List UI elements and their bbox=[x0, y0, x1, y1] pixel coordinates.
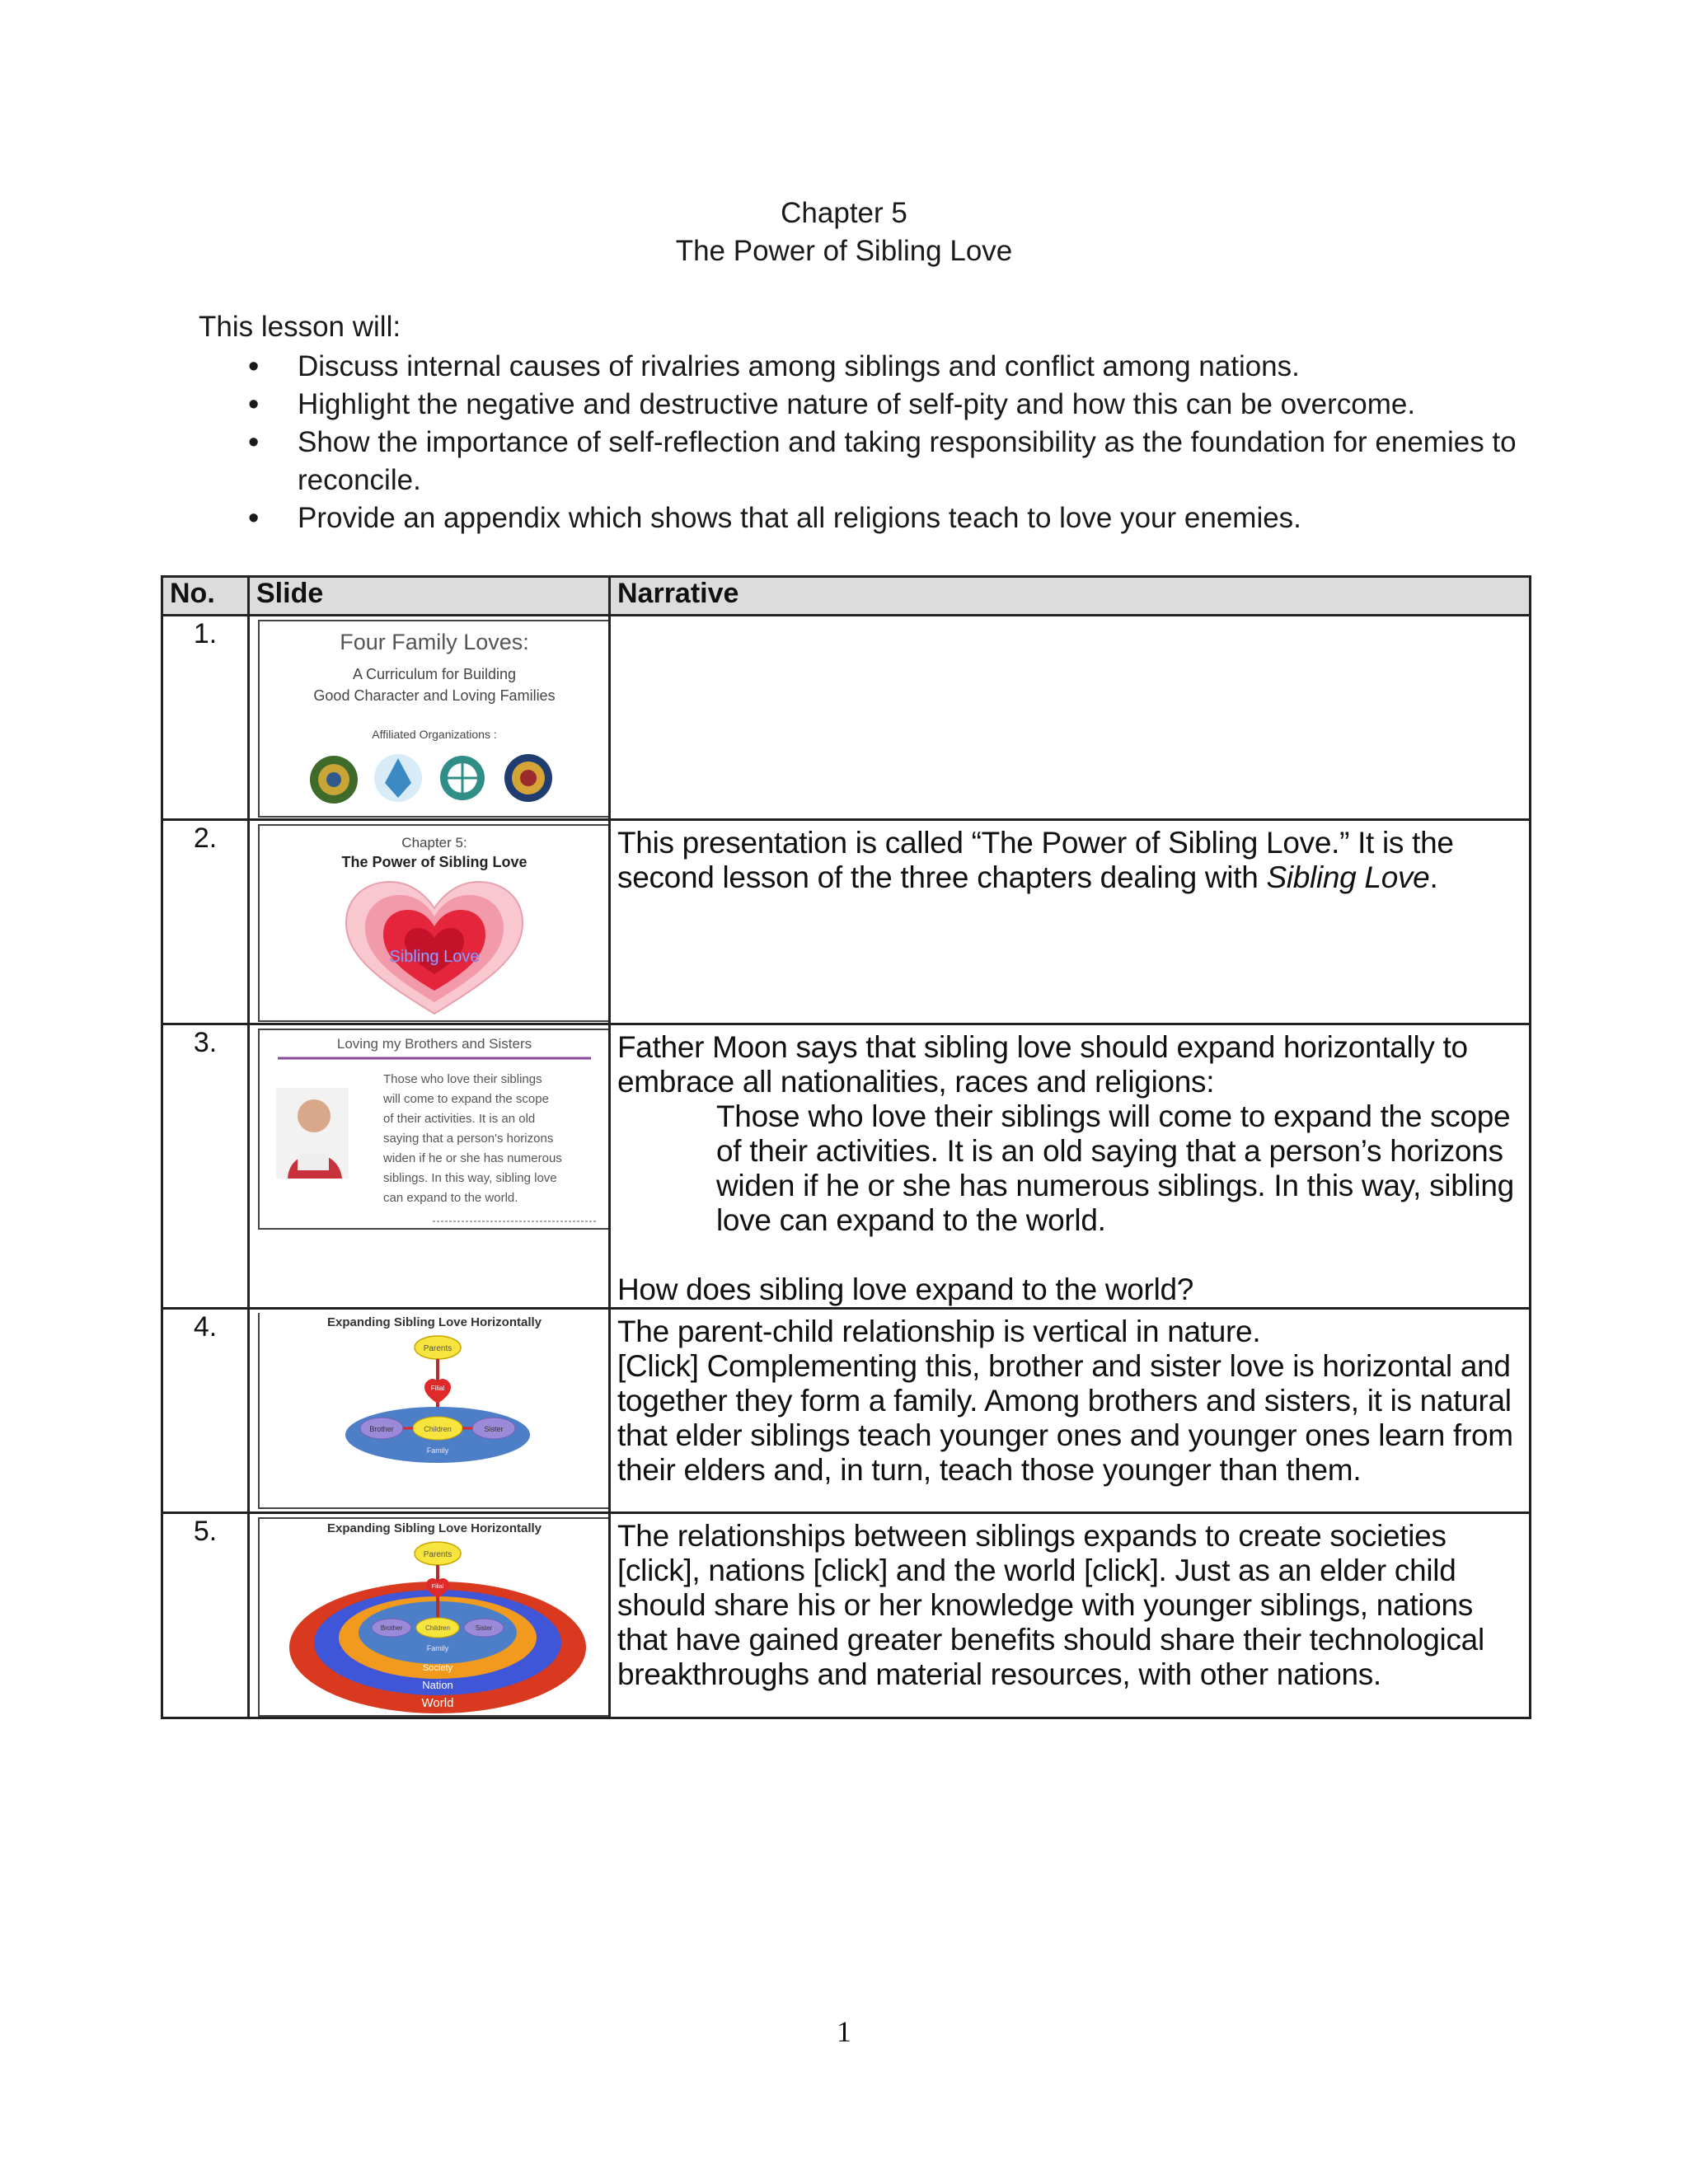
objective-item: • Show the importance of self-reflection and taking responsibility as the foundation for enemies to reconcile. bbox=[199, 424, 1550, 499]
node-family: Family bbox=[426, 1446, 449, 1455]
narrative-question: How does sibling love expand to the world? bbox=[617, 1272, 1194, 1306]
column-header-no: No. bbox=[162, 577, 249, 616]
chapter-heading bbox=[0, 194, 1688, 270]
slide-subtitle: A Curriculum for Building bbox=[352, 666, 517, 682]
node-sister: Sister bbox=[484, 1425, 504, 1433]
ring-society: Society bbox=[422, 1663, 453, 1673]
slide-title: The Power of Sibling Love bbox=[341, 854, 528, 870]
node-brother: Brother bbox=[380, 1624, 403, 1632]
objective-item: • Discuss internal causes of rivalries among siblings and conflict among nations. bbox=[199, 348, 1550, 386]
node-children: Children bbox=[424, 1425, 452, 1433]
row-number: 2. bbox=[162, 820, 249, 1024]
narrative-cell bbox=[610, 616, 1531, 820]
table-row bbox=[162, 616, 1531, 820]
slide-thumbnail-world-diagram bbox=[258, 1517, 610, 1717]
org-logo-icon bbox=[504, 754, 552, 802]
chapter-number: Chapter 5 bbox=[781, 197, 907, 229]
lesson-objectives bbox=[199, 308, 1550, 537]
slide-body-line: Those who love their siblings bbox=[383, 1072, 542, 1086]
node-parents: Parents bbox=[423, 1550, 452, 1559]
column-header-slide: Slide bbox=[249, 577, 610, 616]
row-number: 3. bbox=[162, 1024, 249, 1309]
slide-title: Expanding Sibling Love Horizontally bbox=[326, 1521, 542, 1535]
objective-item: • Provide an appendix which shows that all religions teach to love your enemies. bbox=[199, 499, 1550, 537]
narrative-quote: Those who love their siblings will come to expand the scope of their activities. It is an old saying that a person’s horizons widen if he or she has numerous siblings. In this way, sibling love can expand to the world. bbox=[716, 1099, 1514, 1237]
slide-body-line: siblings. In this way, sibling love bbox=[383, 1171, 557, 1185]
slide-cell bbox=[249, 820, 610, 1024]
narrative-emphasis: Sibling Love bbox=[1266, 860, 1430, 894]
table-row bbox=[162, 1309, 1531, 1513]
narrative-cell bbox=[610, 1309, 1531, 1513]
ring-nation: Nation bbox=[422, 1679, 453, 1691]
slide-subtitle: Chapter 5: bbox=[401, 835, 467, 851]
objectives-list bbox=[199, 348, 1550, 537]
row-number: 5. bbox=[162, 1513, 249, 1718]
objective-item: • Highlight the negative and destructive nature of self-pity and how this can be overcome. bbox=[199, 386, 1550, 424]
table-row bbox=[162, 1024, 1531, 1309]
slide-body-line: widen if he or she has numerous bbox=[383, 1151, 562, 1165]
speaker-photo-icon bbox=[276, 1088, 349, 1179]
node-children: Children bbox=[425, 1624, 450, 1632]
node-filial: Filial bbox=[431, 1584, 444, 1590]
org-logo-icon bbox=[374, 754, 422, 802]
narrative-text: This presentation is called “The Power of Sibling Love.” It is the second lesson of the three chapters dealing with bbox=[617, 826, 1454, 894]
row-number: 4. bbox=[162, 1309, 249, 1513]
node-parents: Parents bbox=[423, 1344, 452, 1353]
slide-title: Four Family Loves: bbox=[340, 630, 529, 654]
slide-cell bbox=[249, 616, 610, 820]
slide-body-line: saying that a person's horizons bbox=[383, 1132, 554, 1146]
narrative-cell bbox=[610, 1024, 1531, 1309]
column-header-narrative: Narrative bbox=[610, 577, 1531, 616]
row-number: 1. bbox=[162, 616, 249, 820]
slide-body-line: can expand to the world. bbox=[383, 1191, 518, 1205]
slide-thumbnail-heart bbox=[258, 824, 610, 1022]
slide-thumbnail-family-diagram bbox=[258, 1313, 610, 1509]
ring-world: World bbox=[421, 1696, 454, 1710]
table-row bbox=[162, 1513, 1531, 1718]
org-logo-icon bbox=[440, 756, 485, 800]
narrative-text: . bbox=[1429, 860, 1438, 894]
slide-thumbnail-quote bbox=[258, 1029, 610, 1230]
narrative-intro: Father Moon says that sibling love should expand horizontally to embrace all nationalities, races and religions: bbox=[617, 1030, 1468, 1099]
node-filial: Filial bbox=[430, 1385, 445, 1392]
narrative-text: [Click] Complementing this, brother and sister love is horizontal and together they form a family. Among brothers and sisters, it is natural that elder siblings teach younger ones and younger ones learn from their elders and, in turn, teach those younger than them. bbox=[617, 1349, 1513, 1487]
node-brother: Brother bbox=[369, 1425, 394, 1433]
narrative-cell: The relationships between siblings expands to create societies [click], nations [click] and the world [click]. Just as an elder child should share his or her knowledge with younger siblings, nations that have gained greater benefits should share their technological breakthroughs and material resources, with other nations. bbox=[610, 1513, 1531, 1718]
lesson-table bbox=[161, 575, 1531, 1719]
objectives-lead: This lesson will: bbox=[199, 311, 401, 343]
slide-subtitle: Good Character and Loving Families bbox=[313, 687, 556, 704]
org-logo-icon bbox=[310, 756, 358, 804]
slide-cell bbox=[249, 1309, 610, 1513]
slide-caption: Affiliated Organizations : bbox=[372, 728, 497, 741]
node-family: Family bbox=[426, 1644, 449, 1652]
page-number: 1 bbox=[837, 2015, 851, 2048]
node-sister: Sister bbox=[475, 1624, 493, 1632]
slide-cell bbox=[249, 1513, 610, 1718]
slide-cell bbox=[249, 1024, 610, 1309]
slide-title: Loving my Brothers and Sisters bbox=[336, 1036, 532, 1052]
heart-label: Sibling Love bbox=[389, 948, 480, 966]
table-header-row bbox=[162, 577, 1531, 616]
slide-body-line: of their activities. It is an old bbox=[383, 1112, 536, 1126]
narrative-cell bbox=[610, 820, 1531, 1024]
table-row bbox=[162, 820, 1531, 1024]
narrative-text: The parent-child relationship is vertical in nature. bbox=[617, 1315, 1261, 1348]
slide-title: Expanding Sibling Love Horizontally bbox=[326, 1315, 542, 1329]
slide-thumbnail-title bbox=[258, 620, 610, 818]
slide-body-line: will come to expand the scope bbox=[383, 1092, 549, 1106]
chapter-title: The Power of Sibling Love bbox=[675, 235, 1013, 267]
